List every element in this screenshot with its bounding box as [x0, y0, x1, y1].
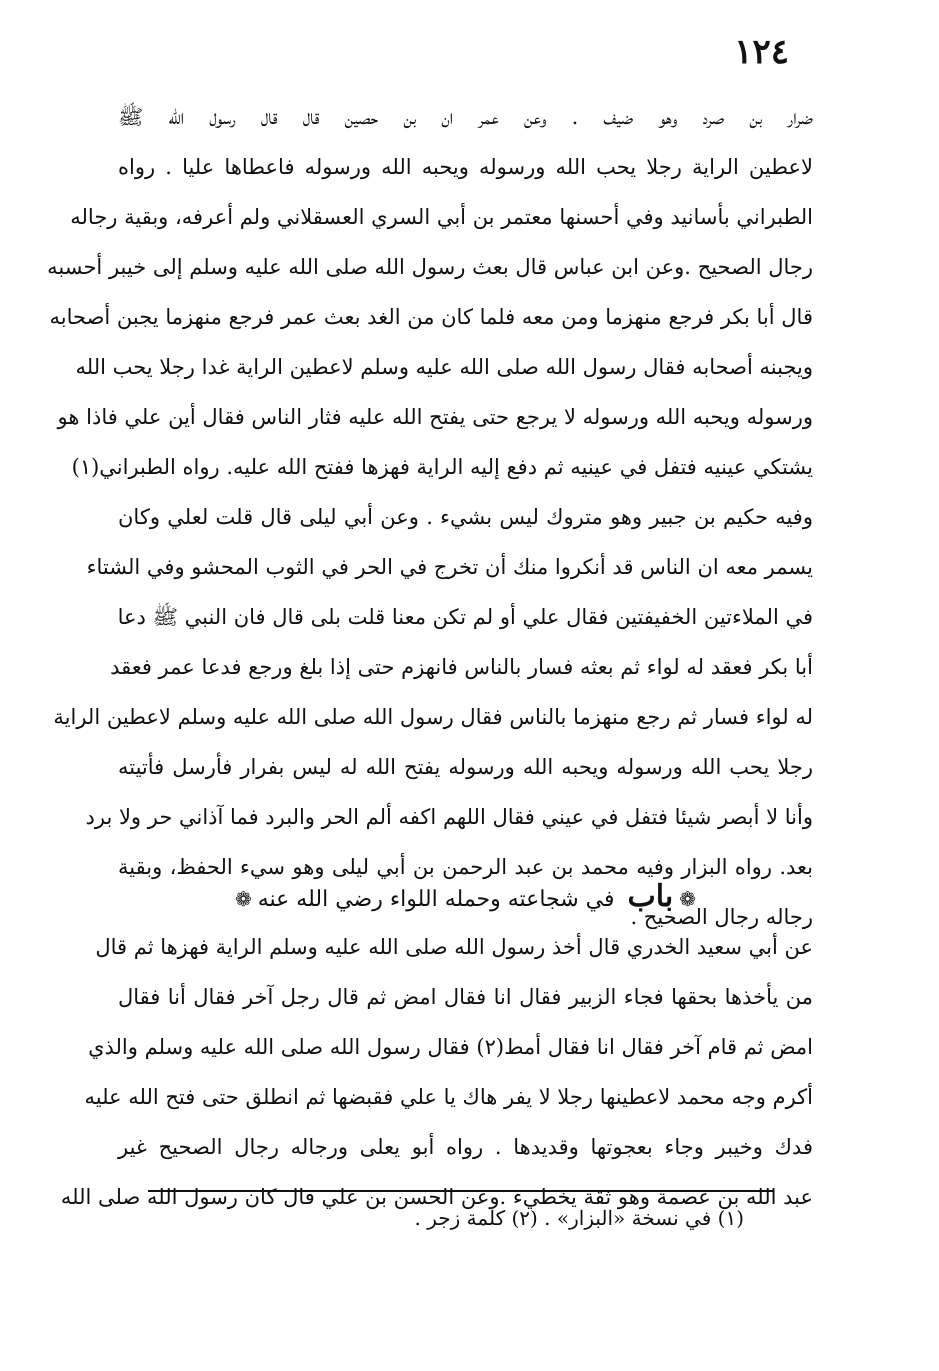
text-line: عن أبي سعيد الخدري قال أخذ رسول الله صلى الله عليه وسلم الراية فهزها ثم قال [95, 935, 813, 959]
ornament-icon: ❁ [234, 887, 252, 911]
text-line: أبا بكر فعقد له لواء ثم بعثه فسار بالناس فانهزم حتى إذا بلغ ورجع فدعا عمر فعقد [110, 655, 813, 679]
text-line: لاعطين الراية رجلا يحب الله ورسوله ويحبه الله ورسوله فاعطاها عليا . رواه [118, 155, 813, 179]
footnotes: (١) في نسخة «البزار» . (٢) كلمة زجر . [414, 1206, 744, 1230]
footnote-divider [148, 1190, 773, 1192]
text-line: عبد الله بن عصمة وهو ثقة يخطيء .وعن الحسن بن علي قال كان رسول الله صلى الله [60, 1185, 813, 1209]
text-line: ورسوله ويحبه الله ورسوله لا يرجع حتى يفتح الله عليه فثار الناس فقال أين علي فاذا هو [57, 405, 813, 429]
text-line: فدك وخيبر وجاء بعجوتها وقديدها . رواه أبو يعلى ورجاله رجال الصحيح غير [118, 1135, 813, 1159]
text-line: في الملاءتين الخفيفتين فقال علي أو لم تكن معنا قلت بلى قال فان النبي ﷺ دعا [117, 605, 813, 629]
text-line: له لواء فسار ثم رجع منهزما بالناس فقال رسول الله صلى الله عليه وسلم لاعطين الراية [53, 705, 813, 729]
text-line: وأنا لا أبصر شيئا فتفل في عيني فقال اللهم اكفه ألم الحر والبرد فما آذاني حر ولا برد [85, 805, 813, 829]
text-line: بعد. رواه البزار وفيه محمد بن عبد الرحمن بن أبي ليلى وهو سيء الحفظ، وبقية [118, 855, 813, 879]
ornament-icon: ❁ [679, 887, 696, 911]
section-heading [118, 872, 813, 922]
text-line: ويجبنه أصحابه فقال رسول الله صلى الله عليه وسلم لاعطين الراية غدا رجلا يحب الله [75, 355, 813, 379]
text-line: ضرار بن صرد وهو ضيف . وعن عمر ان بن حصين قال قال رسول الله ﷺ [118, 105, 813, 129]
text-line: أكرم وجه محمد لاعطينها رجلا لا يفر هاك يا علي فقبضها ثم انطلق حتى فتح الله عليه [84, 1085, 813, 1109]
page-number: ١٢٤ [734, 32, 789, 72]
heading-bab: باب [627, 879, 674, 914]
text-line: من يأخذها بحقها فجاء الزبير فقال انا فقال امض ثم قال رجل آخر فقال أنا فقال [118, 985, 813, 1009]
text-line: امض ثم قام آخر فقال انا فقال أمط(٢) فقال رسول الله صلى الله عليه وسلم والذي [88, 1035, 813, 1059]
heading-title: في شجاعته وحمله اللواء رضي الله عنه [257, 887, 615, 912]
text-line: وفيه حكيم بن جبير وهو متروك ليس بشيء . وعن أبي ليلى قال قلت لعلي وكان [118, 505, 813, 529]
text-line: الطبراني بأسانيد وفي أحسنها معتمر بن أبي السري العسقلاني ولم أعرفه، وبقية رجاله [70, 205, 813, 229]
text-line: قال أبا بكر فرجع منهزما ومن معه فلما كان من الغد بعث عمر فرجع منهزما يجبن أصحابه [49, 305, 813, 329]
text-line: رجلا يحب الله ورسوله ويحبه الله ورسوله يفتح الله له ليس بفرار فأرسل فأتيته [118, 755, 813, 779]
text-line: يشتكي عينيه فتفل في عينيه ثم دفع إليه الراية فهزها ففتح الله عليه. رواه الطبراني(١) [71, 455, 813, 479]
text-line: يسمر معه ان الناس قد أنكروا منك أن تخرج في الحر في الثوب المحشو وفي الشتاء [86, 555, 813, 579]
main-text [47, 92, 813, 942]
text-line: رجال الصحيح .وعن ابن عباس قال بعث رسول الله صلى الله عليه وسلم إلى خيبر أحسبه [47, 255, 813, 279]
text-line: رجاله رجال الصحيح . [630, 905, 813, 929]
section-text [60, 922, 813, 1222]
